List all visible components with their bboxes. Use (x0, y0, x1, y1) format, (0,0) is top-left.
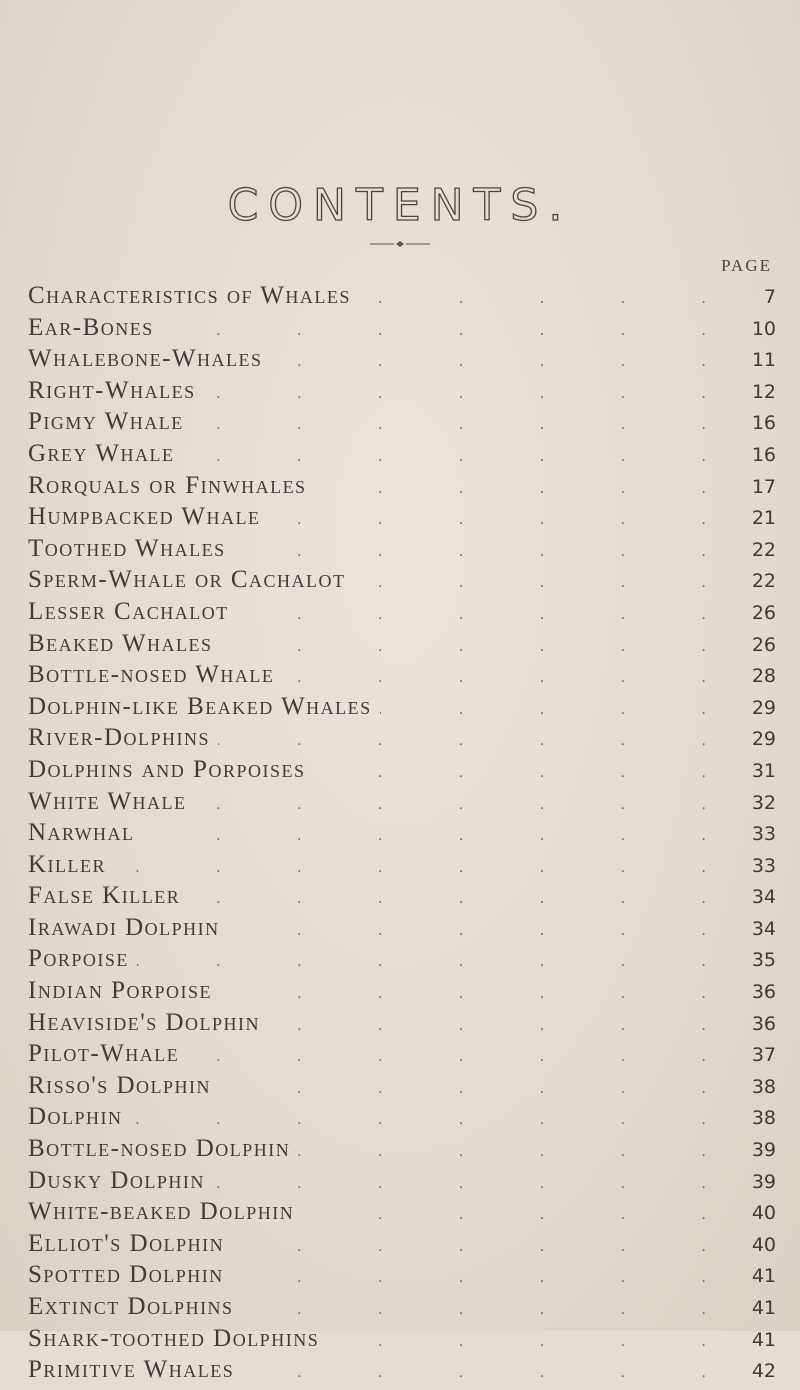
dot-leaders (220, 979, 742, 1011)
toc-entry-page-number: 26 (751, 633, 776, 656)
toc-entry-page-number: 40 (751, 1233, 776, 1256)
dot-leaders (192, 410, 742, 442)
toc-entry-page-number: 22 (751, 570, 776, 593)
dot-leaders (327, 1327, 742, 1359)
dot-leaders (271, 347, 742, 379)
toc-entry (28, 1291, 776, 1323)
toc-entry-title: Right-Whales (28, 376, 196, 404)
toc-entry-page-number: 41 (751, 1328, 776, 1351)
toc-entry (28, 1101, 776, 1133)
divider-ornament (370, 240, 430, 248)
toc-entry-page-number: 16 (751, 412, 776, 435)
toc-entry-title: Beaked Whales (28, 629, 213, 657)
toc-entry-title: Pigmy Whale (28, 408, 184, 436)
toc-entry-title: Bottle-nosed Whale (28, 661, 275, 689)
toc-entry-page-number: 7 (763, 286, 776, 308)
toc-entry-title: River-Dolphins (28, 724, 211, 752)
toc-entry-page-number: 36 (751, 981, 776, 1004)
toc-entry (28, 596, 776, 628)
dot-leaders (232, 1263, 742, 1295)
toc-entry-title: Irawadi Dolphin (28, 913, 220, 941)
toc-entry-page-number: 29 (751, 696, 776, 719)
toc-entry-title: Lesser Cachalot (28, 597, 229, 625)
toc-entry-title: Grey Whale (28, 439, 175, 467)
toc-entry (28, 406, 776, 438)
dot-leaders (221, 632, 742, 664)
dot-leaders (228, 916, 742, 948)
toc-entry-title: Whalebone-Whales (28, 345, 263, 373)
toc-entry-title: Elliot's Dolphin (28, 1229, 225, 1257)
page-column-label: PAGE (721, 256, 772, 275)
toc-entry (28, 1038, 776, 1070)
toc-entry-page-number: 37 (751, 1044, 776, 1067)
toc-entry-page-number: 29 (751, 728, 776, 751)
toc-entry (28, 1196, 776, 1228)
toc-entry-title: White Whale (28, 787, 187, 815)
toc-entry-page-number: 36 (751, 1012, 776, 1035)
toc-entry (28, 438, 776, 470)
toc-entry-title: False Killer (28, 882, 181, 910)
toc-entry-page-number: 39 (751, 1139, 776, 1162)
toc-entry-title: Rorquals or Finwhales (28, 471, 307, 499)
toc-entry (28, 975, 776, 1007)
dot-leaders (314, 758, 743, 790)
toc-entry-title: Indian Porpoise (28, 977, 212, 1005)
toc-entry (28, 912, 776, 944)
toc-entry (28, 1165, 776, 1197)
toc-entry (28, 754, 776, 786)
toc-entry-title: Porpoise (28, 945, 129, 973)
toc-entry-page-number: 16 (751, 443, 776, 466)
toc-entry (28, 375, 776, 407)
toc-entry-page-number: 40 (751, 1202, 776, 1225)
toc-entry (28, 691, 776, 723)
toc-entry (28, 943, 776, 975)
toc-entry-title: White-beaked Dolphin (28, 1198, 295, 1226)
table-of-contents (28, 280, 776, 1386)
toc-entry-title: Shark-toothed Dolphins (28, 1324, 320, 1352)
toc-entry-page-number: 21 (751, 507, 776, 530)
dot-leaders (354, 568, 742, 600)
toc-entry-page-number: 31 (751, 759, 776, 782)
toc-entry (28, 628, 776, 660)
toc-entry-title: Extinct Dolphins (28, 1293, 234, 1320)
toc-entry (28, 312, 776, 344)
toc-entry-title: Ear-Bones (28, 313, 154, 341)
toc-entry (28, 343, 776, 375)
toc-entry (28, 880, 776, 912)
toc-entry-title: Spotted Dolphin (28, 1261, 224, 1289)
dot-leaders (114, 853, 742, 885)
toc-entry (28, 564, 776, 596)
toc-entry-title: Dolphin (28, 1103, 123, 1131)
toc-entry-page-number: 26 (751, 601, 776, 624)
toc-entry-title: Pilot-Whale (28, 1040, 180, 1068)
dot-leaders (298, 1137, 742, 1169)
toc-entry-title: Dolphins and Porpoises (28, 755, 306, 783)
toc-entry-page-number: 42 (751, 1360, 776, 1383)
dot-leaders (232, 1232, 742, 1264)
toc-entry-page-number: 38 (751, 1075, 776, 1098)
toc-entry (28, 1133, 776, 1165)
toc-entry-page-number: 34 (751, 917, 776, 940)
toc-entry (28, 501, 776, 533)
dot-leaders (143, 821, 742, 853)
toc-entry (28, 1007, 776, 1039)
toc-entry-page-number: 11 (751, 349, 776, 372)
dot-leaders (380, 695, 742, 727)
toc-entry (28, 786, 776, 818)
toc-entry-page-number: 22 (751, 538, 776, 561)
toc-entry-title: Humpbacked Whale (28, 503, 261, 531)
toc-entry-title: Risso's Dolphin (28, 1071, 212, 1099)
toc-entry-page-number: 28 (751, 665, 776, 688)
toc-entry-title: Bottle-nosed Dolphin (28, 1135, 291, 1163)
dot-leaders (137, 947, 742, 979)
toc-entry-title: Toothed Whales (28, 534, 226, 562)
toc-entry-title: Heaviside's Dolphin (28, 1008, 261, 1036)
toc-entry-page-number: 34 (751, 886, 776, 909)
toc-entry-title: Narwhal (28, 819, 135, 847)
toc-entry (28, 533, 776, 565)
toc-entry-page-number: 12 (751, 380, 776, 403)
dot-leaders (242, 1358, 742, 1390)
dot-leaders (315, 474, 742, 506)
toc-entry-page-number: 10 (751, 317, 776, 340)
toc-entry-page-number: 41 (751, 1265, 776, 1288)
page-title: CONTENTS. (227, 180, 573, 231)
toc-entry (28, 1323, 776, 1355)
dot-leaders (268, 1011, 742, 1043)
dot-leaders (188, 884, 742, 916)
toc-entry-title: Dolphin-like Beaked Whales (28, 692, 372, 720)
dot-leaders (359, 284, 742, 316)
toc-entry-page-number: 32 (751, 791, 776, 814)
toc-entry (28, 280, 776, 312)
dot-leaders (237, 600, 742, 632)
dot-leaders (204, 379, 742, 411)
toc-entry-page-number: 39 (751, 1170, 776, 1193)
toc-entry (28, 1259, 776, 1291)
toc-entry-title: Primitive Whales (28, 1356, 235, 1384)
toc-entry (28, 817, 776, 849)
toc-entry (28, 1354, 776, 1386)
toc-entry-page-number: 38 (751, 1107, 776, 1130)
toc-entry (28, 722, 776, 754)
dot-leaders (219, 1074, 742, 1106)
toc-entry-title: Sperm-Whale or Cachalot (28, 566, 346, 594)
toc-entry-page-number: 33 (751, 854, 776, 877)
dot-leaders (187, 1042, 742, 1074)
toc-entry-page-number: 41 (751, 1297, 776, 1319)
toc-entry-title: Dusky Dolphin (28, 1166, 205, 1194)
toc-entry-title: Killer (28, 850, 107, 878)
toc-entry (28, 1070, 776, 1102)
dot-leaders (302, 1200, 742, 1232)
toc-entry (28, 470, 776, 502)
toc-entry-page-number: 17 (751, 475, 776, 498)
dot-leaders (194, 790, 742, 822)
dot-leaders (268, 505, 742, 537)
toc-entry (28, 849, 776, 881)
toc-entry (28, 1228, 776, 1260)
toc-entry-page-number: 33 (751, 823, 776, 846)
toc-entry-page-number: 35 (751, 949, 776, 972)
toc-entry (28, 659, 776, 691)
toc-entry-title: Characteristics of Whales (28, 282, 351, 309)
